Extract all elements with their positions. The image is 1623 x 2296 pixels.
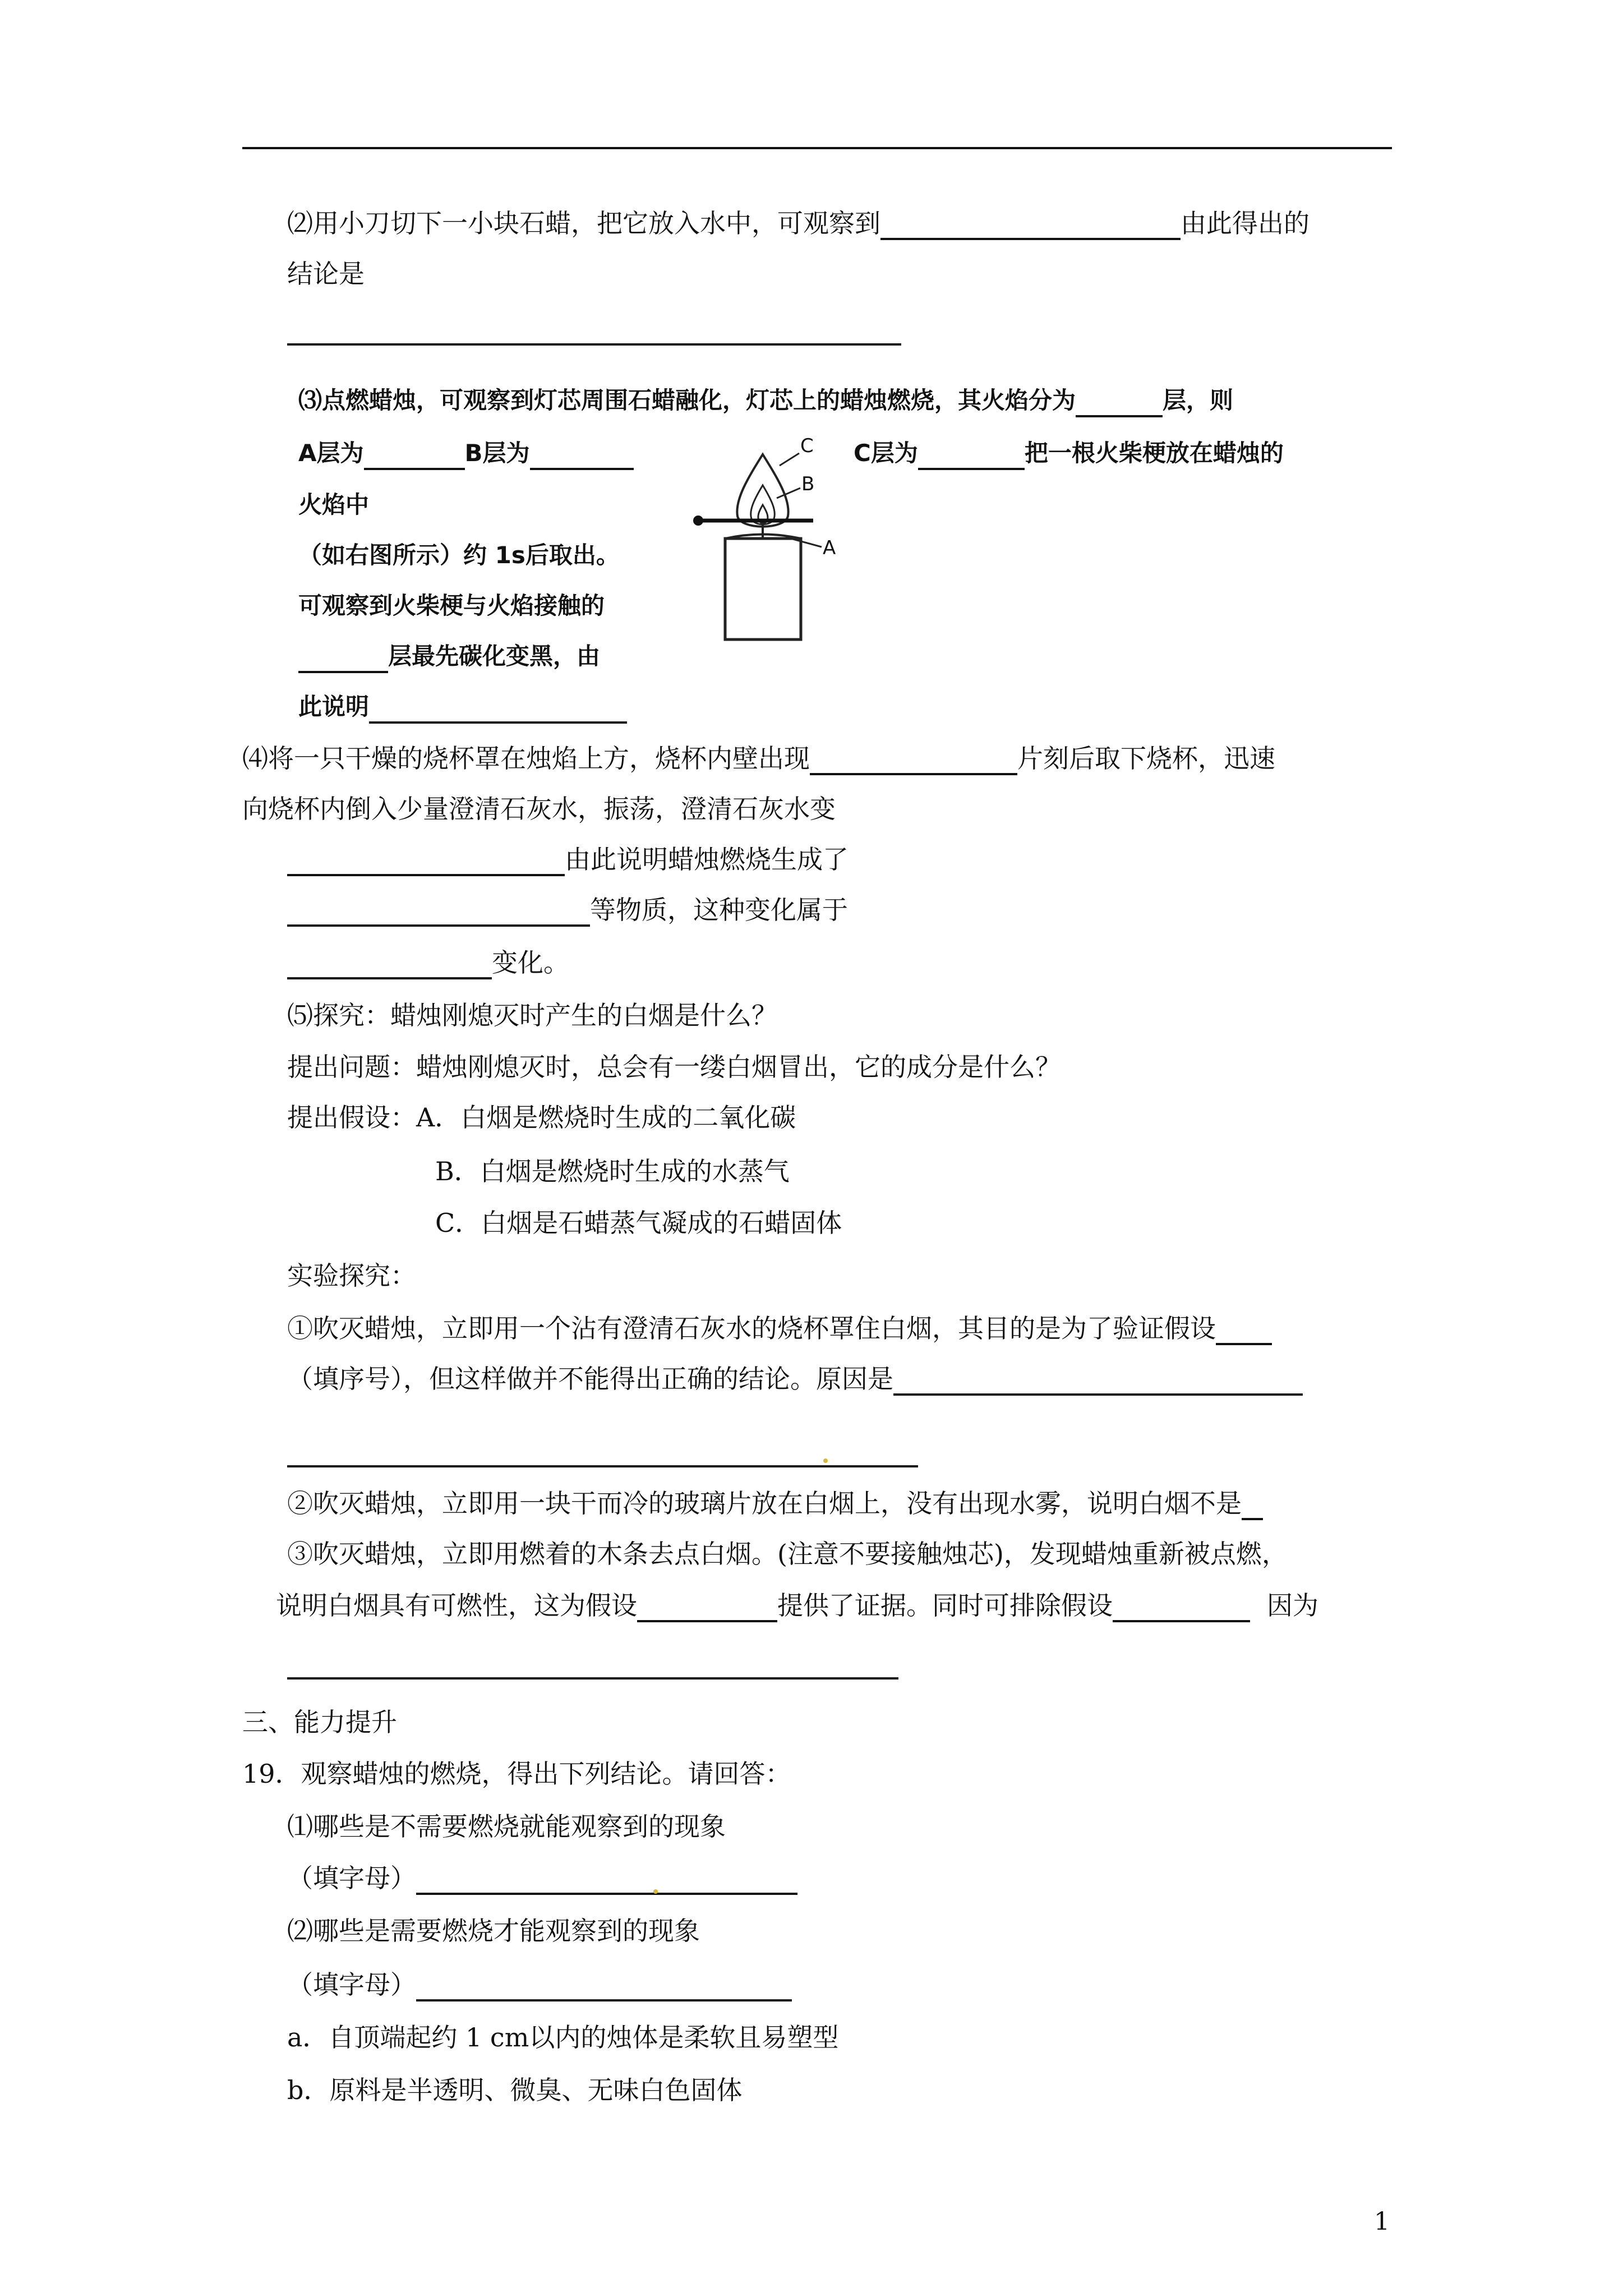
- q4-blank-substances[interactable]: [287, 896, 590, 927]
- q3-blank-layer-c[interactable]: [918, 440, 1025, 470]
- q2-blank-conclusion[interactable]: [287, 343, 901, 346]
- scan-speck: [823, 1458, 828, 1463]
- q4-line5: [287, 946, 569, 979]
- q5-blank-reason-cont[interactable]: [287, 1465, 918, 1467]
- q5-exp3-line: ③吹灭蜡烛，立即用燃着的木条去点白烟。(注意不要接触烛芯)，发现蜡烛重新被点燃，: [287, 1539, 1288, 1569]
- q5-exp1-line1: [287, 1312, 1272, 1345]
- q3-blank-layer-a[interactable]: [364, 440, 465, 470]
- q2-line1: [287, 206, 1310, 240]
- q19-fill1-label: （填字母）: [287, 1863, 416, 1893]
- q19-part1: ⑴哪些是不需要燃烧就能观察到的现象: [287, 1811, 726, 1842]
- q3-text-a: ⑶点燃蜡烛，可观察到灯芯周围石蜡融化，灯芯上的蜡烛燃烧，其火焰分为: [298, 386, 1076, 414]
- q3-text-match: 把一根火柴梗放在蜡烛的: [1024, 439, 1284, 467]
- q5-exp3-line2: [276, 1589, 1318, 1622]
- q19-title: 19．观察蜡烛的燃烧，得出下列结论。请回答：: [242, 1759, 791, 1789]
- q5-hypothesis-b: B．白烟是燃烧时生成的水蒸气: [435, 1156, 790, 1186]
- q4-blank-wall[interactable]: [810, 745, 1017, 775]
- q5-blank-hypothesis-2[interactable]: [637, 1592, 777, 1622]
- q4-text-a: ⑷将一只干燥的烧杯罩在烛焰上方，烧杯内壁出现: [242, 743, 810, 774]
- q2-text-b: 由此得出的: [1181, 208, 1310, 238]
- q19-part2: ⑵哪些是需要燃烧才能观察到的现象: [287, 1916, 700, 1946]
- q3-blank-layer-b[interactable]: [530, 440, 634, 470]
- q3-line4: （如右图所示）约 1s后取出。: [298, 541, 620, 569]
- q3-line3: 火焰中: [298, 491, 370, 518]
- q4-text-e: 变化。: [492, 947, 569, 978]
- candle-body: [725, 539, 801, 639]
- candle-flame-figure: [681, 432, 850, 645]
- q5-hypothesis-a: 提出假设：A．白烟是燃烧时生成的二氧化碳: [287, 1102, 796, 1133]
- q5-exp2-line: [287, 1487, 1263, 1520]
- q4-text-b: 片刻后取下烧杯，迅速: [1017, 743, 1275, 774]
- q3-blank-layers[interactable]: [1076, 387, 1163, 417]
- q19-blank-1[interactable]: [416, 1865, 797, 1895]
- label-b: B: [801, 473, 815, 495]
- q3-line7: [298, 690, 627, 724]
- q4-line1: [242, 742, 1275, 775]
- q5-exp2-text: ②吹灭蜡烛，立即用一块干而冷的玻璃片放在白烟上，没有出现水雾，说明白烟不是: [287, 1488, 1242, 1519]
- q5-exp3-text-c: 因为: [1267, 1590, 1318, 1621]
- q19-fill2-label: （填字母）: [287, 1970, 416, 2000]
- q3-layer-b-label: B层为: [464, 439, 530, 467]
- q5-hypothesis-c: C．白烟是石蜡蒸气凝成的石蜡固体: [435, 1208, 842, 1238]
- q19-option-b: b．原料是半透明、微臭、无味白色固体: [287, 2075, 743, 2105]
- q3-line2-left: [298, 436, 634, 470]
- q5-question: 提出问题：蜡烛刚熄灭时，总会有一缕白烟冒出，它的成分是什么？: [287, 1052, 1061, 1082]
- q3-line6: [298, 639, 600, 673]
- q4-blank-change-type[interactable]: [287, 949, 492, 979]
- q5-blank-hypothesis-3[interactable]: [1113, 1592, 1250, 1622]
- pointer-a: [791, 539, 822, 547]
- q5-exp1-text: ①吹灭蜡烛，立即用一个沾有澄清石灰水的烧杯罩住白烟，其目的是为了验证假设: [287, 1313, 1216, 1343]
- q4-line3: [287, 843, 849, 876]
- q3-line1: [298, 384, 1233, 417]
- q5-blank-hypothesis-1[interactable]: [1216, 1315, 1272, 1345]
- label-c: C: [800, 435, 814, 457]
- q19-blank-2[interactable]: [416, 1971, 792, 2001]
- q4-text-d: 等物质，这种变化属于: [590, 895, 848, 925]
- q5-exp1-line2: [287, 1362, 1303, 1396]
- q4-line4: [287, 893, 848, 927]
- q4-line2: 向烧杯内倒入少量澄清石灰水，振荡，澄清石灰水变: [242, 794, 836, 824]
- q2-text-a: ⑵用小刀切下一小块石蜡，把它放入水中，可观察到: [287, 208, 880, 238]
- q19-fill1-line: [287, 1861, 797, 1895]
- q2-line2: 结论是: [287, 259, 365, 289]
- q4-blank-limewater[interactable]: [287, 846, 565, 876]
- pointer-b: [777, 488, 800, 498]
- q3-text-b: 层，则: [1163, 386, 1234, 414]
- q5-exp3-text-b: 提供了证据。同时可排除假设: [777, 1590, 1113, 1621]
- page-number: 1: [1374, 2207, 1390, 2236]
- scan-speck-2: [653, 1889, 658, 1894]
- q3-layer-c-label: C层为: [854, 439, 918, 467]
- q19-option-a: a．自顶端起约 1 cm以内的烛体是柔软且易塑型: [287, 2022, 839, 2053]
- label-a: A: [823, 537, 836, 559]
- q3-blank-first-layer[interactable]: [298, 643, 388, 673]
- q5-title: ⑸探究：蜡烛刚熄灭时产生的白烟是什么？: [287, 1000, 777, 1030]
- pointer-c: [780, 453, 799, 466]
- q3-line5: 可观察到火柴梗与火焰接触的: [298, 592, 605, 619]
- q3-text-explain: 此说明: [298, 693, 370, 720]
- q2-blank-observe[interactable]: [880, 210, 1181, 240]
- header-rule: [242, 147, 1392, 149]
- matchstick-head: [693, 516, 703, 526]
- q3-text-carbonize: 层最先碳化变黑，由: [388, 642, 601, 670]
- section-title: 三、能力提升: [242, 1707, 397, 1737]
- q3-blank-explanation[interactable]: [369, 693, 627, 724]
- q5-blank-because[interactable]: [287, 1677, 898, 1680]
- q19-fill2-line: [287, 1968, 792, 2001]
- q5-exp3-text-a: 说明白烟具有可燃性，这为假设: [276, 1590, 637, 1621]
- q5-exp1-reason-text: （填序号），但这样做并不能得出正确的结论。原因是: [287, 1364, 893, 1394]
- q5-explore: 实验探究：: [287, 1260, 416, 1291]
- q3-line2-right: [854, 436, 1284, 470]
- q3-layer-a-label: A层为: [298, 439, 364, 467]
- q5-blank-not[interactable]: [1242, 1490, 1263, 1520]
- q5-blank-reason[interactable]: [893, 1365, 1303, 1396]
- q4-text-c: 由此说明蜡烛燃烧生成了: [565, 844, 849, 875]
